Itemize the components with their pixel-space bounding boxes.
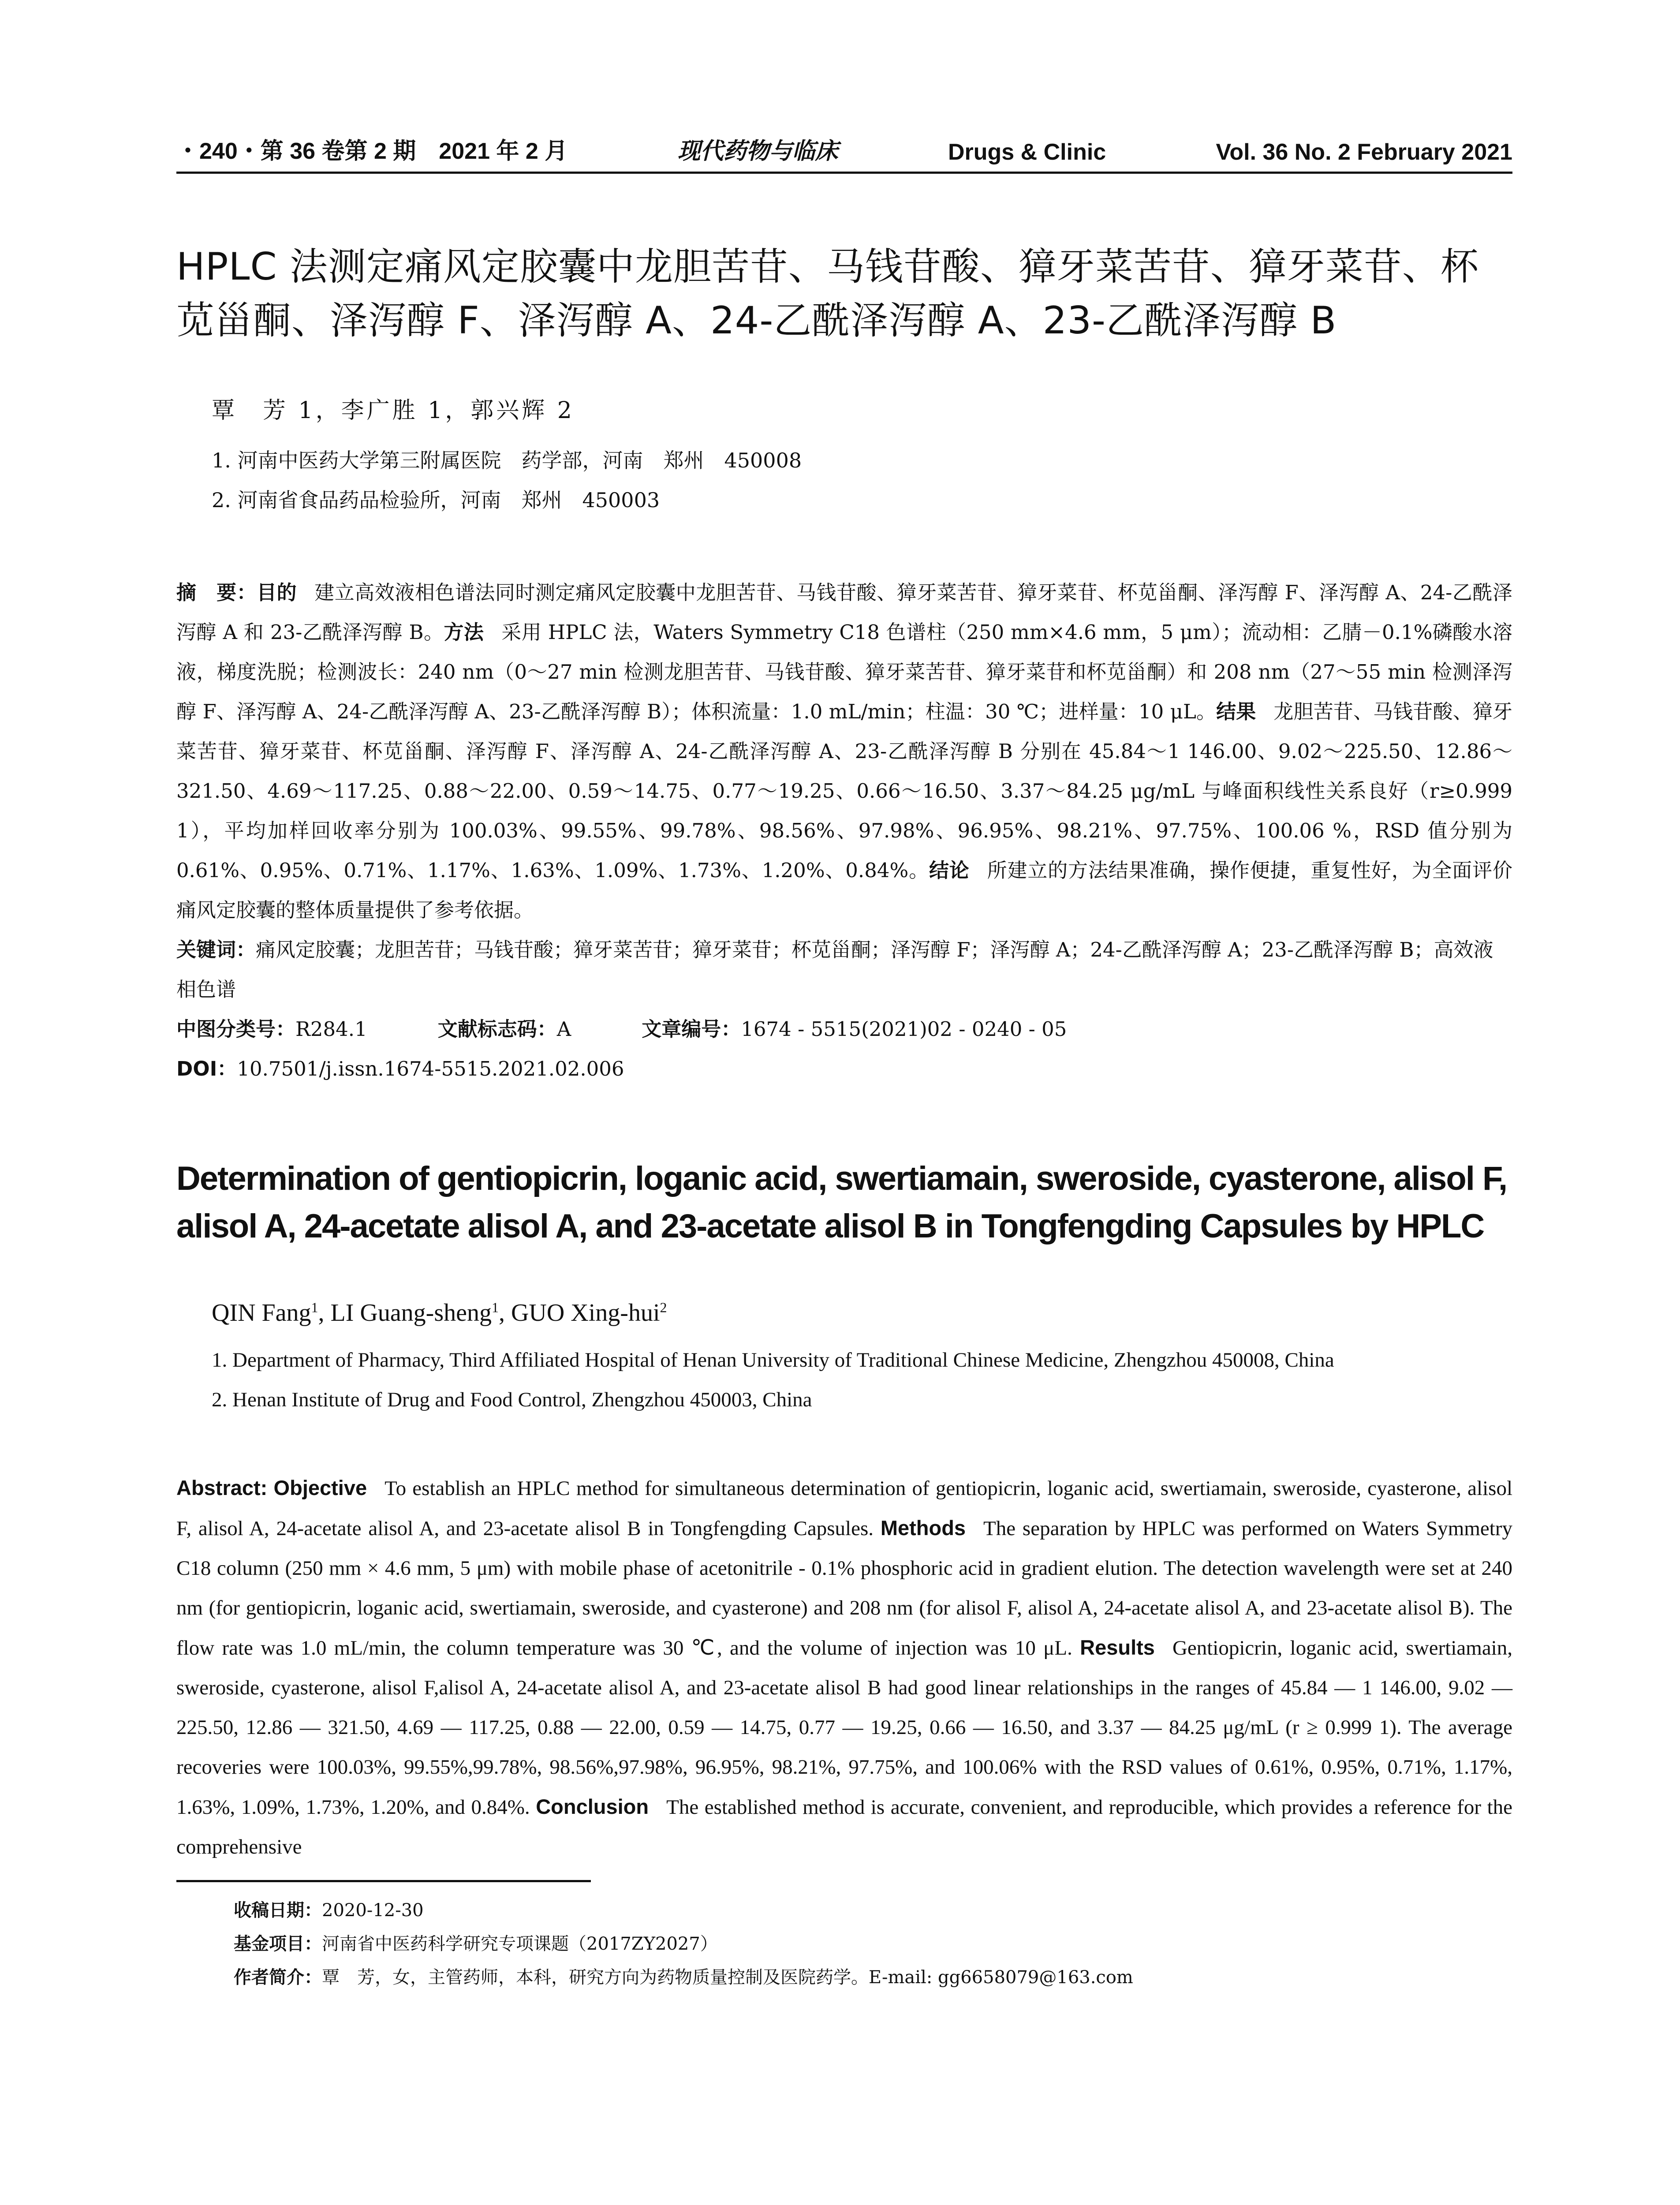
methods-cn-label: 方法 (444, 620, 484, 644)
abstract-en-label: Abstract: (176, 1476, 268, 1499)
article-number-label: 文章编号： (642, 1017, 741, 1041)
footnote-divider (176, 1880, 591, 1882)
clc-value: R284.1 (295, 1017, 367, 1041)
header-journal-cn: 现代药物与临床 (677, 138, 838, 164)
article-number-value: 1674 - 5515(2021)02 - 0240 - 05 (741, 1017, 1067, 1041)
title-english: Determination of gentiopicrin, loganic acid, swertiamain, sweroside, cyasterone, alisol F, alisol A, 24-acetate alisol A, and 23-acetate alisol B in Tongfengding Capsules by HPLC (176, 1160, 1507, 1245)
footnote-received (234, 1894, 1512, 1927)
classification-line (176, 1009, 1512, 1049)
author-en-1-affil: 1 (311, 1299, 318, 1316)
fund-label: 基金项目： (234, 1934, 322, 1954)
affiliations-chinese (212, 441, 1512, 520)
abstract-cn-label: 摘 要： (176, 581, 257, 604)
doc-code-value: A (556, 1017, 571, 1041)
results-cn-text: 龙胆苦苷、马钱苷酸、獐牙菜苦苷、獐牙菜苷、杯苋甾酮、泽泻醇 F、泽泻醇 A、24-乙酰泽泻醇 A、23-乙酰泽泻醇 B 分别在 45.84～1 146.00、9.02～225.50、12.86～321.50、4.69～117.25、0.88～22.00、0.59～14.75、0.77～19.25、0.66～16.50、3.37～84.25 μg/mL 与峰面积线性关系良好（r≥0.999 1），平均加样回收率分别为 100.03%、99.55%、99.78%、98.56%、97.98%、96.95%、98.21%、97.75%、100.06 %，RSD 值分别为 0.61%、0.95%、0.71%、1.17%、1.63%、1.09%、1.73%、1.20%、0.84%。 (176, 700, 1512, 882)
clc-label: 中图分类号： (176, 1017, 296, 1041)
received-date: 2020-12-30 (322, 1900, 424, 1921)
authors-english: QIN Fang$^1$, LI Guang-sheng$^1$, GUO Xing-hui$^2$ (212, 1299, 667, 1327)
author-en-2: LI Guang-sheng (330, 1299, 492, 1327)
abstract-english (176, 1468, 1512, 1867)
footnote-author (234, 1961, 1512, 1994)
authors-chinese: 覃 芳 1，李广胜 1，郭兴辉 2 (212, 397, 575, 424)
running-header (176, 132, 1512, 174)
conclusion-cn-text: 所建立的方法结果准确，操作便捷，重复性好，为全面评价痛风定胶囊的整体质量提供了参考依据。 (176, 859, 1512, 922)
doi-label: DOI： (176, 1057, 237, 1080)
fund-text: 河南省中医药科学研究专项课题（2017ZY2027） (322, 1934, 718, 1954)
methods-en-label: Methods (880, 1516, 966, 1540)
results-en-label: Results (1080, 1636, 1155, 1659)
keywords-cn-text: 痛风定胶囊；龙胆苦苷；马钱苷酸；獐牙菜苦苷；獐牙菜苷；杯苋甾酮；泽泻醇 F；泽泻醇 A；24-乙酰泽泻醇 A；23-乙酰泽泻醇 B；高效液相色谱 (176, 938, 1493, 1001)
objective-en-text: To establish an HPLC method for simultaneous determination of gentiopicrin, loganic acid, swertiamain, sweroside, cyasterone, alisol F, alisol A, 24-acetate alisol A, and 23-acetate alisol B in Tongfengding Capsules. (176, 1477, 1513, 1540)
conclusion-en-text: The established method is accurate, convenient, and reproducible, which provides a reference for the comprehensive (176, 1796, 1513, 1858)
keywords-chinese (176, 930, 1512, 1009)
conclusion-cn-label: 结论 (929, 859, 970, 882)
affiliation-cn-1: 1. 河南中医药大学第三附属医院 药学部，河南 郑州 450008 (212, 448, 802, 472)
doc-code-label: 文献标志码： (437, 1017, 557, 1041)
abstract-chinese (176, 573, 1512, 930)
header-journal-en: Drugs & Clinic (948, 139, 1106, 165)
footnotes (234, 1894, 1512, 1994)
results-cn-label: 结果 (1216, 700, 1256, 723)
keywords-cn-label: 关键词： (176, 938, 256, 961)
received-label: 收稿日期： (234, 1900, 322, 1921)
author-bio-label: 作者简介： (234, 1967, 322, 1988)
methods-cn-text: 采用 HPLC 法，Waters Symmetry C18 色谱柱（250 mm×4.6 mm，5 μm）；流动相：乙腈－0.1%磷酸水溶液，梯度洗脱；检测波长：240 nm（0～27 min 检测龙胆苦苷、马钱苷酸、獐牙菜苦苷、獐牙菜苷和杯苋甾酮）和 208 nm（27～55 min 检测泽泻醇 F、泽泻醇 A、24-乙酰泽泻醇 A、23-乙酰泽泻醇 B）；体积流量：1.0 mL/min；柱温：30 ℃；进样量：10 μL。 (176, 620, 1512, 723)
footnote-fund (234, 1927, 1512, 1961)
header-page-info: ・240・第 36 卷第 2 期 2021 年 2 月 (176, 138, 568, 164)
methods-en-text: The separation by HPLC was performed on Waters Symmetry C18 column (250 mm × 4.6 mm, 5 μm) with mobile phase of acetonitrile - 0.1% phosphoric acid in gradient elution. The detection wavelength were set at 240 nm (for gentiopicrin, loganic acid, swertiamain, sweroside, and cyasterone) and 208 nm (for alisol F, alisol A, 24-acetate alisol A, and 23-acetate alisol B). The flow rate was 1.0 mL/min, the column temperature was 30 ℃, and the volume of injection was 10 μL. (176, 1517, 1512, 1659)
header-volume: Vol. 36 No. 2 February 2021 (1216, 139, 1512, 165)
doi-line (176, 1049, 1512, 1089)
affiliation-cn-2: 2. 河南省食品药品检验所，河南 郑州 450003 (212, 488, 660, 512)
results-en-text: Gentiopicrin, loganic acid, swertiamain, sweroside, cyasterone, alisol F,alisol A, 24-acetate alisol A, and 23-acetate alisol B had good linear relationships in the ranges of 45.84 — 1 146.00, 9.02 — 225.50, 12.86 — 321.50, 4.69 — 117.25, 0.88 — 22.00, 0.59 — 14.75, 0.77 — 19.25, 0.66 — 16.50, and 3.37 — 84.25 μg/mL (r ≥ 0.999 1). The average recoveries were 100.03%, 99.55%,99.78%, 98.56%,97.98%, 96.95%, 98.21%, 97.75%, and 100.06% with the RSD values of 0.61%, 0.95%, 0.71%, 1.17%, 1.63%, 1.09%, 1.73%, 1.20%, and 0.84%. (176, 1637, 1512, 1819)
title-chinese: HPLC 法测定痛风定胶囊中龙胆苦苷、马钱苷酸、獐牙菜苦苷、獐牙菜苷、杯苋甾酮、泽泻醇 F、泽泻醇 A、24-乙酰泽泻醇 A、23-乙酰泽泻醇 B (176, 245, 1479, 343)
affiliation-en-2: 2. Henan Institute of Drug and Food Control, Zhengzhou 450003, China (212, 1388, 812, 1411)
doi-value[interactable]: 10.7501/j.issn.1674-5515.2021.02.006 (237, 1057, 624, 1080)
conclusion-en-label: Conclusion (536, 1795, 649, 1818)
objective-en-label: Objective (273, 1476, 367, 1499)
journal-page (176, 132, 1512, 1994)
affiliations-english (212, 1340, 1512, 1420)
author-bio-text: 覃 芳，女，主管药师，本科，研究方向为药物质量控制及医院药学。E-mail: gg6658079@163.com (322, 1967, 1133, 1988)
objective-cn-text: 建立高效液相色谱法同时测定痛风定胶囊中龙胆苦苷、马钱苷酸、獐牙菜苦苷、獐牙菜苷、杯苋甾酮、泽泻醇 F、泽泻醇 A、24-乙酰泽泻醇 A 和 23-乙酰泽泻醇 B。 (176, 581, 1512, 644)
author-en-3: GUO Xing-hui (511, 1299, 660, 1327)
affiliation-en-1: 1. Department of Pharmacy, Third Affiliated Hospital of Henan University of Traditional Chinese Medicine, Zhengzhou 450008, China (212, 1349, 1334, 1372)
objective-cn-label: 目的 (257, 581, 297, 604)
author-en-2-affil: 1 (491, 1299, 499, 1316)
author-en-1: QIN Fang (212, 1299, 311, 1327)
author-en-3-affil: 2 (660, 1299, 667, 1316)
